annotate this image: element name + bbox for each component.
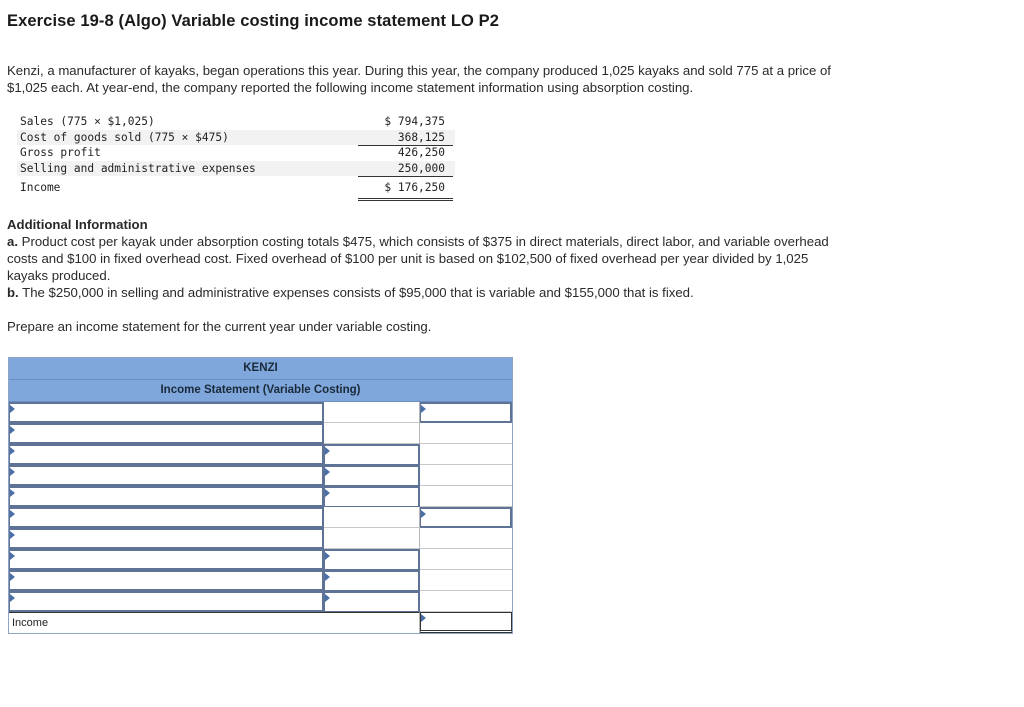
item-marker: a. [7, 234, 18, 249]
additional-information [7, 216, 837, 335]
dropdown-marker-icon [10, 573, 15, 581]
dropdown-marker-icon [10, 447, 15, 455]
income-input[interactable] [427, 614, 509, 629]
item-text: The $250,000 in selling and administrative expenses consists of $95,000 that is variable and $155,000 that is fixed. [18, 285, 694, 300]
table-row [9, 549, 512, 570]
empty-cell [420, 549, 512, 570]
input-marker-icon [325, 468, 330, 476]
input-marker-icon [325, 447, 330, 455]
empty-cell [420, 591, 512, 612]
empty-cell [420, 528, 512, 549]
abs-label: Gross profit [20, 146, 101, 159]
amount-input[interactable] [427, 405, 508, 420]
dropdown-marker-icon [10, 489, 15, 497]
input-marker-icon [421, 510, 426, 518]
additional-info-a [7, 233, 837, 284]
statement-title-header: Income Statement (Variable Costing) [9, 380, 512, 402]
label-input[interactable] [16, 594, 320, 609]
label-dropdown[interactable] [9, 465, 324, 486]
amount-input[interactable] [331, 447, 416, 463]
dropdown-marker-icon [10, 594, 15, 602]
dropdown-marker-icon [10, 405, 15, 413]
variable-costing-answer-table [8, 357, 513, 634]
label-input[interactable] [16, 447, 320, 462]
amount-cell[interactable] [420, 507, 512, 528]
abs-label: Cost of goods sold (775 × $475) [20, 130, 229, 144]
label-input[interactable] [16, 468, 320, 483]
label-input[interactable] [16, 489, 320, 504]
table-row [9, 465, 512, 486]
label-dropdown[interactable] [9, 591, 324, 612]
label-dropdown[interactable] [9, 402, 324, 423]
label-input[interactable] [16, 552, 320, 567]
abs-value: $ 176,250 [384, 181, 445, 194]
table-row [9, 486, 512, 507]
input-marker-icon [325, 573, 330, 581]
income-row [9, 612, 512, 633]
label-dropdown[interactable] [9, 486, 324, 507]
income-amount-cell[interactable] [420, 612, 512, 633]
amount-cell[interactable] [324, 486, 420, 507]
empty-cell [420, 444, 512, 465]
input-marker-icon [325, 552, 330, 560]
label-dropdown[interactable] [9, 444, 324, 465]
table-row [9, 402, 512, 423]
label-input[interactable] [16, 426, 320, 441]
amount-cell[interactable] [324, 591, 420, 612]
label-dropdown[interactable] [9, 549, 324, 570]
amount-cell[interactable] [324, 444, 420, 465]
table-row [9, 444, 512, 465]
amount-cell[interactable] [324, 549, 420, 570]
amount-cell[interactable] [324, 570, 420, 591]
empty-cell [420, 465, 512, 486]
dropdown-marker-icon [10, 510, 15, 518]
abs-row-income [17, 178, 455, 198]
amount-input[interactable] [331, 594, 416, 610]
instructions: Prepare an income statement for the current year under variable costing. [7, 319, 432, 334]
abs-value: 426,250 [397, 146, 445, 159]
amount-input[interactable] [331, 489, 416, 505]
abs-label: Income [20, 181, 61, 194]
amount-cell[interactable] [324, 465, 420, 486]
amount-input[interactable] [427, 510, 508, 525]
dropdown-marker-icon [10, 552, 15, 560]
absorption-income-statement [17, 114, 455, 198]
amount-input[interactable] [331, 468, 416, 484]
input-marker-icon [421, 405, 426, 413]
income-label: Income [9, 612, 420, 633]
amount-cell[interactable] [420, 402, 512, 423]
abs-row-sga [17, 161, 455, 177]
input-marker-icon [325, 594, 330, 602]
label-dropdown[interactable] [9, 528, 324, 549]
dropdown-marker-icon [10, 531, 15, 539]
input-marker-icon [325, 489, 330, 497]
page-title: Exercise 19-8 (Algo) Variable costing income statement LO P2 [7, 12, 500, 30]
amount-input[interactable] [331, 573, 416, 589]
amount-input[interactable] [331, 552, 416, 568]
empty-cell [420, 570, 512, 591]
problem-intro: Kenzi, a manufacturer of kayaks, began operations this year. During this year, the company produced 1,025 kayaks and sold 775 at a price of $1,025 each. At year-end, the company reported the following income statement information using absorption costing. [7, 63, 831, 95]
dropdown-marker-icon [10, 468, 15, 476]
empty-cell [324, 507, 420, 528]
table-row [9, 570, 512, 591]
item-marker: b. [7, 285, 19, 300]
table-row [9, 507, 512, 528]
label-dropdown[interactable] [9, 423, 324, 444]
label-dropdown[interactable] [9, 570, 324, 591]
abs-label: Sales (775 × $1,025) [20, 115, 155, 128]
company-name-header: KENZI [9, 358, 512, 380]
abs-value: 250,000 [397, 161, 445, 175]
abs-row-sales [17, 114, 455, 130]
table-row [9, 423, 512, 444]
empty-cell [420, 423, 512, 444]
label-input[interactable] [16, 573, 320, 588]
abs-value: 368,125 [397, 130, 445, 144]
additional-info-b [7, 284, 837, 301]
label-input[interactable] [16, 531, 320, 546]
abs-row-cogs [17, 130, 455, 146]
additional-info-heading: Additional Information [7, 217, 148, 232]
label-input[interactable] [16, 405, 320, 420]
table-row [9, 528, 512, 549]
abs-row-gross-profit [17, 145, 455, 161]
table-row [9, 591, 512, 612]
abs-value: $ 794,375 [384, 115, 445, 128]
empty-cell [324, 423, 420, 444]
dropdown-marker-icon [10, 426, 15, 434]
empty-cell [324, 528, 420, 549]
empty-cell [420, 486, 512, 507]
empty-cell [324, 402, 420, 423]
item-text: Product cost per kayak under absorption costing totals $475, which consists of $375 in direct materials, direct labor, and variable overhead costs and $100 in fixed overhead cost. Fixed overhead of $100 per unit is based on $102,500 of fixed overhead per year divided by 1,025 kayaks produced. [7, 234, 829, 283]
label-dropdown[interactable] [9, 507, 324, 528]
abs-label: Selling and administrative expenses [20, 161, 256, 175]
input-marker-icon [421, 614, 426, 622]
label-input[interactable] [16, 510, 320, 525]
